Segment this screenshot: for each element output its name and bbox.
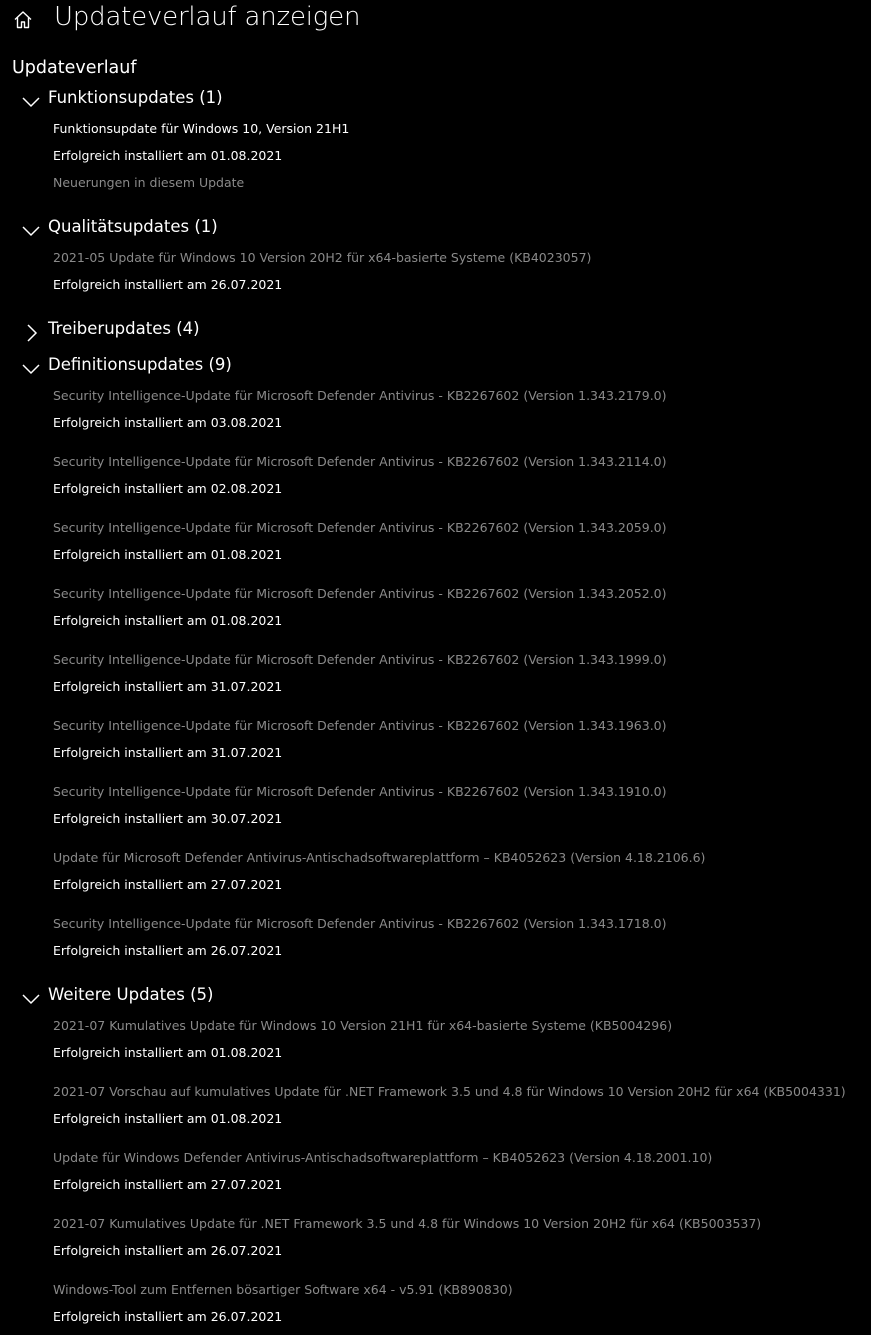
update-status: Erfolgreich installiert am 01.08.2021 [53, 148, 283, 163]
update-title-link[interactable]: Security Intelligence-Update für Microsoft Defender Antivirus - KB2267602 (Version 1.343.1963.0) [53, 718, 667, 733]
group-header-treiberupdates[interactable] [18, 319, 418, 345]
home-button[interactable] [13, 10, 33, 30]
update-title-link[interactable]: Security Intelligence-Update für Microsoft Defender Antivirus - KB2267602 (Version 1.343.2059.0) [53, 520, 667, 535]
update-title-link[interactable]: Security Intelligence-Update für Microsoft Defender Antivirus - KB2267602 (Version 1.343.2052.0) [53, 586, 667, 601]
update-status: Erfolgreich installiert am 01.08.2021 [53, 1111, 283, 1126]
chevron-down-icon [22, 360, 40, 378]
update-title-link[interactable]: 2021-07 Kumulatives Update für Windows 10 Version 21H1 für x64-basierte Systeme (KB5004296) [53, 1018, 673, 1033]
update-status: Erfolgreich installiert am 26.07.2021 [53, 277, 283, 292]
update-title: Funktionsupdate für Windows 10, Version 21H1 [53, 121, 350, 136]
update-status: Erfolgreich installiert am 01.08.2021 [53, 613, 283, 628]
whats-new-link[interactable]: Neuerungen in diesem Update [53, 175, 245, 190]
update-status: Erfolgreich installiert am 27.07.2021 [53, 1177, 283, 1192]
update-status: Erfolgreich installiert am 30.07.2021 [53, 811, 283, 826]
update-status: Erfolgreich installiert am 26.07.2021 [53, 1309, 283, 1324]
page-header [0, 0, 871, 42]
chevron-right-icon [22, 324, 40, 342]
group-header-label: Definitionsupdates (9) [48, 355, 232, 374]
update-status: Erfolgreich installiert am 31.07.2021 [53, 679, 283, 694]
update-title-link[interactable]: 2021-05 Update für Windows 10 Version 20H2 für x64-basierte Systeme (KB4023057) [53, 250, 592, 265]
group-header-label: Funktionsupdates (1) [48, 88, 223, 107]
update-title-link[interactable]: Security Intelligence-Update für Microsoft Defender Antivirus - KB2267602 (Version 1.343.2179.0) [53, 388, 667, 403]
update-status: Erfolgreich installiert am 31.07.2021 [53, 745, 283, 760]
group-header-weitere-updates[interactable] [18, 985, 418, 1011]
update-title-link[interactable]: Security Intelligence-Update für Microsoft Defender Antivirus - KB2267602 (Version 1.343.1718.0) [53, 916, 667, 931]
update-title-link[interactable]: Windows-Tool zum Entfernen bösartiger Software x64 - v5.91 (KB890830) [53, 1282, 513, 1297]
update-status: Erfolgreich installiert am 27.07.2021 [53, 877, 283, 892]
chevron-down-icon [22, 222, 40, 240]
group-header-qualitaetsupdates[interactable] [18, 217, 418, 243]
update-title-link[interactable]: 2021-07 Kumulatives Update für .NET Framework 3.5 und 4.8 für Windows 10 Version 20H2 für x64 (KB5003537) [53, 1216, 762, 1231]
group-header-label: Qualitätsupdates (1) [48, 217, 218, 236]
chevron-down-icon [22, 990, 40, 1008]
update-title-link[interactable]: Update für Microsoft Defender Antivirus-Antischadsoftwareplattform – KB4052623 (Version 4.18.2106.6) [53, 850, 706, 865]
update-status: Erfolgreich installiert am 03.08.2021 [53, 415, 283, 430]
group-header-label: Weitere Updates (5) [48, 985, 214, 1004]
chevron-down-icon [22, 93, 40, 111]
update-status: Erfolgreich installiert am 01.08.2021 [53, 1045, 283, 1060]
update-status: Erfolgreich installiert am 26.07.2021 [53, 1243, 283, 1258]
update-status: Erfolgreich installiert am 02.08.2021 [53, 481, 283, 496]
group-header-label: Treiberupdates (4) [48, 319, 200, 338]
home-icon [13, 10, 33, 30]
group-header-funktionsupdates[interactable] [18, 88, 418, 114]
update-title-link[interactable]: Security Intelligence-Update für Microsoft Defender Antivirus - KB2267602 (Version 1.343.2114.0) [53, 454, 667, 469]
group-header-definitionsupdates[interactable] [18, 355, 418, 381]
update-status: Erfolgreich installiert am 26.07.2021 [53, 943, 283, 958]
update-title-link[interactable]: 2021-07 Vorschau auf kumulatives Update für .NET Framework 3.5 und 4.8 für Windows 10 Version 20H2 für x64 (KB5004331) [53, 1084, 846, 1099]
update-status: Erfolgreich installiert am 01.08.2021 [53, 547, 283, 562]
page-title: Updateverlauf anzeigen [54, 2, 361, 32]
update-title-link[interactable]: Security Intelligence-Update für Microsoft Defender Antivirus - KB2267602 (Version 1.343.1910.0) [53, 784, 667, 799]
section-heading: Updateverlauf [12, 58, 137, 78]
update-title-link[interactable]: Update für Windows Defender Antivirus-Antischadsoftwareplattform – KB4052623 (Version 4.18.2001.10) [53, 1150, 713, 1165]
update-title-link[interactable]: Security Intelligence-Update für Microsoft Defender Antivirus - KB2267602 (Version 1.343.1999.0) [53, 652, 667, 667]
